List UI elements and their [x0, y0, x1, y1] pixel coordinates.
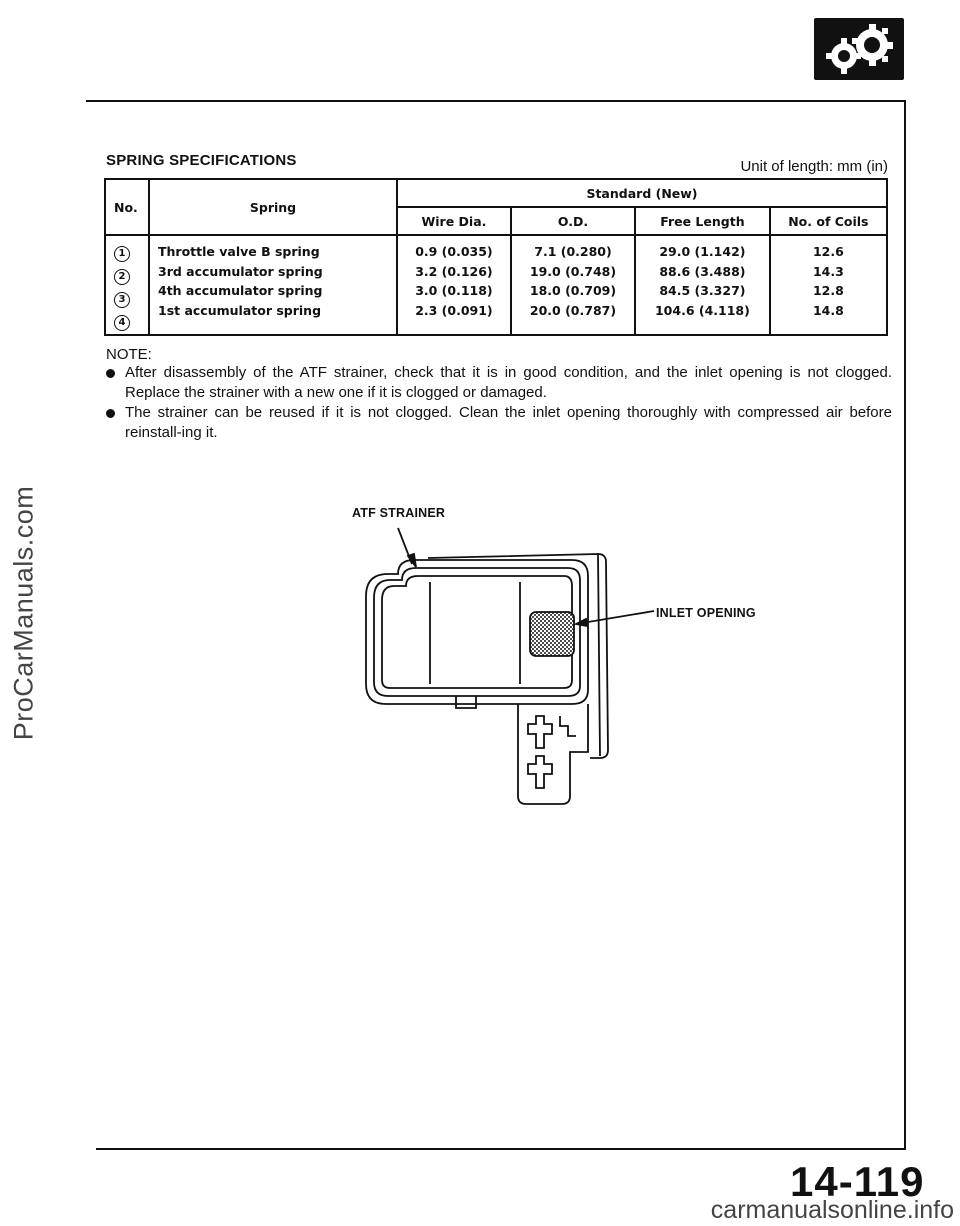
col-numbers: [105, 235, 149, 335]
wire-dia-value: 2.3 (0.091): [415, 302, 493, 318]
wire-dia-value: 0.9 (0.035): [415, 244, 493, 259]
page-frame-right: [904, 100, 906, 1150]
unit-note: Unit of length: mm (in): [740, 158, 888, 175]
note-text: The strainer can be reused if it is not clogged. Clean the inlet opening thoroughly with compressed air before reinstall-ing it.: [125, 404, 892, 441]
note-item: [106, 403, 892, 443]
coils-value: 14.3: [812, 263, 844, 279]
note-text: After disassembly of the ATF strainer, check that it is in good condition, and the inlet opening is not clogged. Replace the strainer with a new one if it is clogged or damaged.: [125, 364, 892, 401]
header-wire-dia: Wire Dia.: [397, 207, 511, 235]
free-length-value: 88.6 (3.488): [659, 263, 746, 279]
header-standard: Standard (New): [397, 179, 887, 207]
number-badge: 1: [114, 246, 130, 262]
note-item: [106, 363, 892, 403]
col-od: [511, 235, 635, 335]
side-watermark: [0, 0, 48, 1226]
coils-value: 14.8: [812, 302, 844, 318]
spring-name: 1st accumulator spring: [158, 302, 322, 318]
bullet-icon: [106, 409, 115, 418]
header-od: O.D.: [511, 207, 635, 235]
number-badge: 4: [114, 315, 130, 331]
spring-name: 4th accumulator spring: [158, 283, 323, 298]
page-frame-top: [86, 100, 906, 102]
number-badge: 3: [114, 292, 130, 308]
atf-strainer-label: ATF STRAINER: [352, 506, 446, 520]
col-wire-dia: [397, 235, 511, 335]
header-coils: No. of Coils: [770, 207, 887, 235]
od-value: 19.0 (0.748): [529, 263, 617, 279]
header-free-length: Free Length: [635, 207, 770, 235]
number-badge: 2: [114, 269, 130, 285]
od-value: 7.1 (0.280): [534, 244, 612, 259]
gears-icon: [814, 18, 904, 80]
header-spring: Spring: [149, 179, 397, 235]
header-no: No.: [105, 179, 149, 235]
note-heading: NOTE:: [106, 346, 152, 363]
free-length-value: 104.6 (4.118): [654, 302, 750, 318]
side-watermark-text: ProCarManuals.com: [8, 485, 39, 741]
free-length-value: 29.0 (1.142): [659, 244, 746, 259]
inlet-opening-label: INLET OPENING: [656, 606, 756, 620]
col-coils: [770, 235, 887, 335]
spring-spec-table: [104, 178, 888, 336]
atf-strainer-diagram: [340, 520, 780, 820]
spring-name: 3rd accumulator spring: [158, 263, 323, 279]
od-value: 20.0 (0.787): [529, 302, 617, 318]
coils-value: 12.8: [812, 283, 844, 298]
spring-name: Throttle valve B spring: [158, 244, 320, 259]
page-number: 14-119: [790, 1158, 925, 1205]
col-free-length: [635, 235, 770, 335]
page-frame-bottom: [96, 1148, 906, 1150]
od-value: 18.0 (0.709): [529, 283, 617, 298]
wire-dia-value: 3.0 (0.118): [415, 283, 493, 298]
inlet-opening: [530, 612, 574, 656]
section-title: SPRING SPECIFICATIONS: [106, 152, 297, 169]
col-springs: [149, 235, 397, 335]
bottom-watermark: carmanualsonline.info: [710, 1196, 954, 1224]
wire-dia-value: 3.2 (0.126): [415, 263, 493, 279]
free-length-value: 84.5 (3.327): [659, 283, 746, 298]
bullet-icon: [106, 369, 115, 378]
coils-value: 12.6: [812, 244, 844, 259]
